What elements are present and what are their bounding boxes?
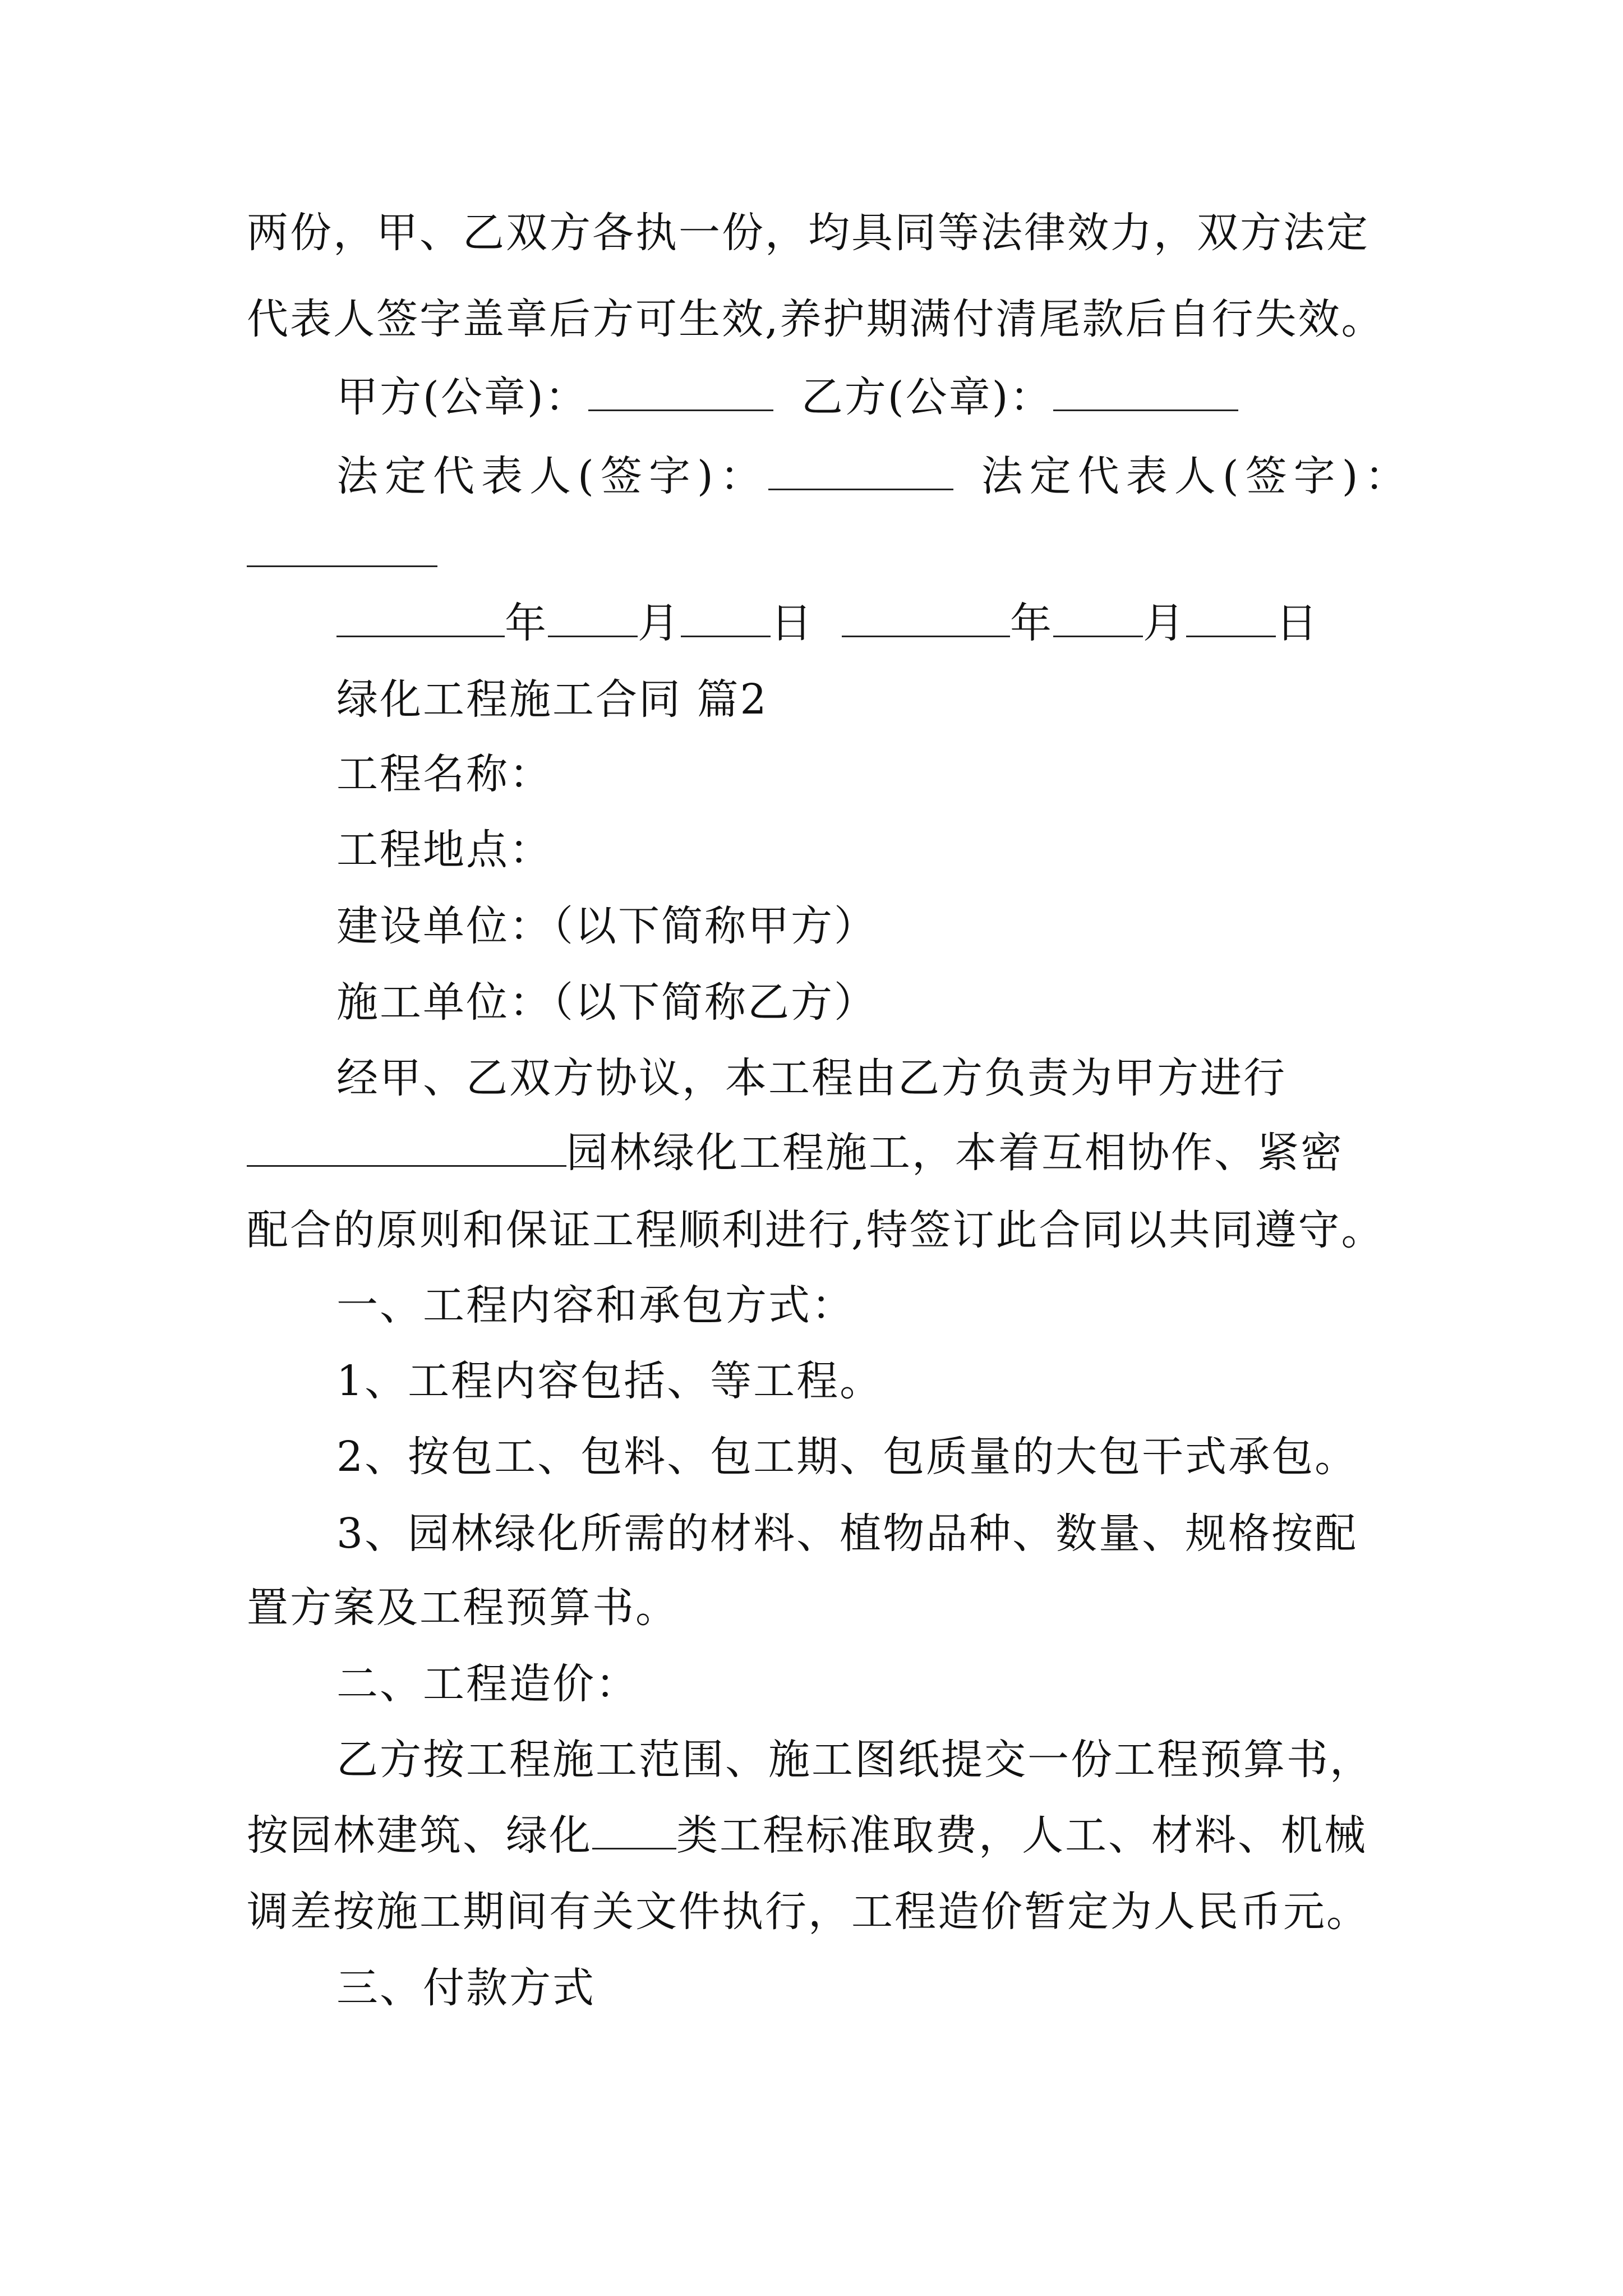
- party-b-month-blank: [1053, 599, 1143, 637]
- builder-field: 建设单位：（以下简称甲方）: [336, 902, 877, 950]
- section-heading: 三、付款方式: [336, 1964, 596, 2012]
- party-a-day-label: 日: [771, 599, 814, 647]
- body-line: 经甲、乙双方协议，本工程由乙方负责为甲方进行: [336, 1054, 1287, 1102]
- body-line: 代表人签字盖章后方可生效,养护期满付清尾款后自行失效。: [247, 295, 1385, 343]
- party-a-seal-blank: [588, 372, 773, 411]
- party-b-month-label: 月: [1143, 599, 1186, 647]
- party-b-year-label: 年: [1010, 599, 1053, 647]
- party-b-day-label: 日: [1276, 599, 1319, 647]
- body-line: 调差按施工期间有关文件执行，工程造价暂定为人民币元。: [247, 1888, 1370, 1936]
- body-line: 配合的原则和保证工程顺利进行,特签订此合同以共同遵守。: [247, 1206, 1385, 1254]
- section-heading: 一、工程内容和承包方式：: [336, 1281, 855, 1329]
- party-b-seal-blank: [1053, 372, 1238, 411]
- project-scope-blank: [247, 1128, 566, 1167]
- body-text: 类工程标准取费，人工、材料、机械: [676, 1811, 1367, 1860]
- body-line: 乙方按工程施工范围、施工图纸提交一份工程预算书，: [336, 1736, 1373, 1784]
- party-a-month-label: 月: [638, 599, 681, 647]
- list-item-continuation: 置方案及工程预算书。: [247, 1584, 679, 1632]
- project-location-field: 工程地点：: [336, 826, 552, 874]
- list-item: 1、工程内容包括、等工程。: [336, 1357, 883, 1405]
- section-heading: 二、工程造价：: [336, 1660, 639, 1708]
- date-line: [336, 595, 1319, 651]
- body-text: 按园林建筑、绿化: [247, 1811, 592, 1860]
- party-a-representative-blank: [768, 452, 953, 490]
- signature-line-representative: [336, 448, 1413, 504]
- body-line: [247, 1807, 1367, 1864]
- party-b-representative-label: 法定代表人(签字)：: [981, 452, 1413, 500]
- body-line: [247, 1125, 1344, 1181]
- party-a-year-label: 年: [505, 599, 548, 647]
- signature-line-wrap: [247, 525, 437, 581]
- body-line: 两份，甲、乙双方各执一份，均具同等法律效力，双方法定: [247, 209, 1370, 257]
- party-a-month-blank: [548, 599, 638, 637]
- project-name-field: 工程名称：: [336, 750, 552, 798]
- party-a-year-blank: [336, 599, 505, 637]
- list-item: 3、园林绿化所需的材料、植物品种、数量、规格按配: [336, 1510, 1358, 1558]
- party-a-seal-label: 甲方(公章)：: [336, 373, 588, 421]
- section-title: 绿化工程施工合同 篇2: [336, 675, 768, 724]
- contractor-field: 施工单位：（以下简称乙方）: [336, 978, 877, 1027]
- body-text: 园林绿化工程施工，本着互相协作、紧密: [566, 1129, 1344, 1177]
- party-b-day-blank: [1186, 599, 1276, 637]
- fee-class-blank: [592, 1811, 676, 1849]
- list-item: 2、按包工、包料、包工期、包质量的大包干式承包。: [336, 1433, 1358, 1481]
- party-b-representative-blank: [247, 528, 437, 567]
- party-a-representative-label: 法定代表人(签字)：: [336, 452, 768, 500]
- party-b-year-blank: [842, 599, 1010, 637]
- party-a-day-blank: [681, 599, 771, 637]
- signature-line-seal: [336, 369, 1238, 425]
- party-b-seal-label: 乙方(公章)：: [801, 373, 1053, 421]
